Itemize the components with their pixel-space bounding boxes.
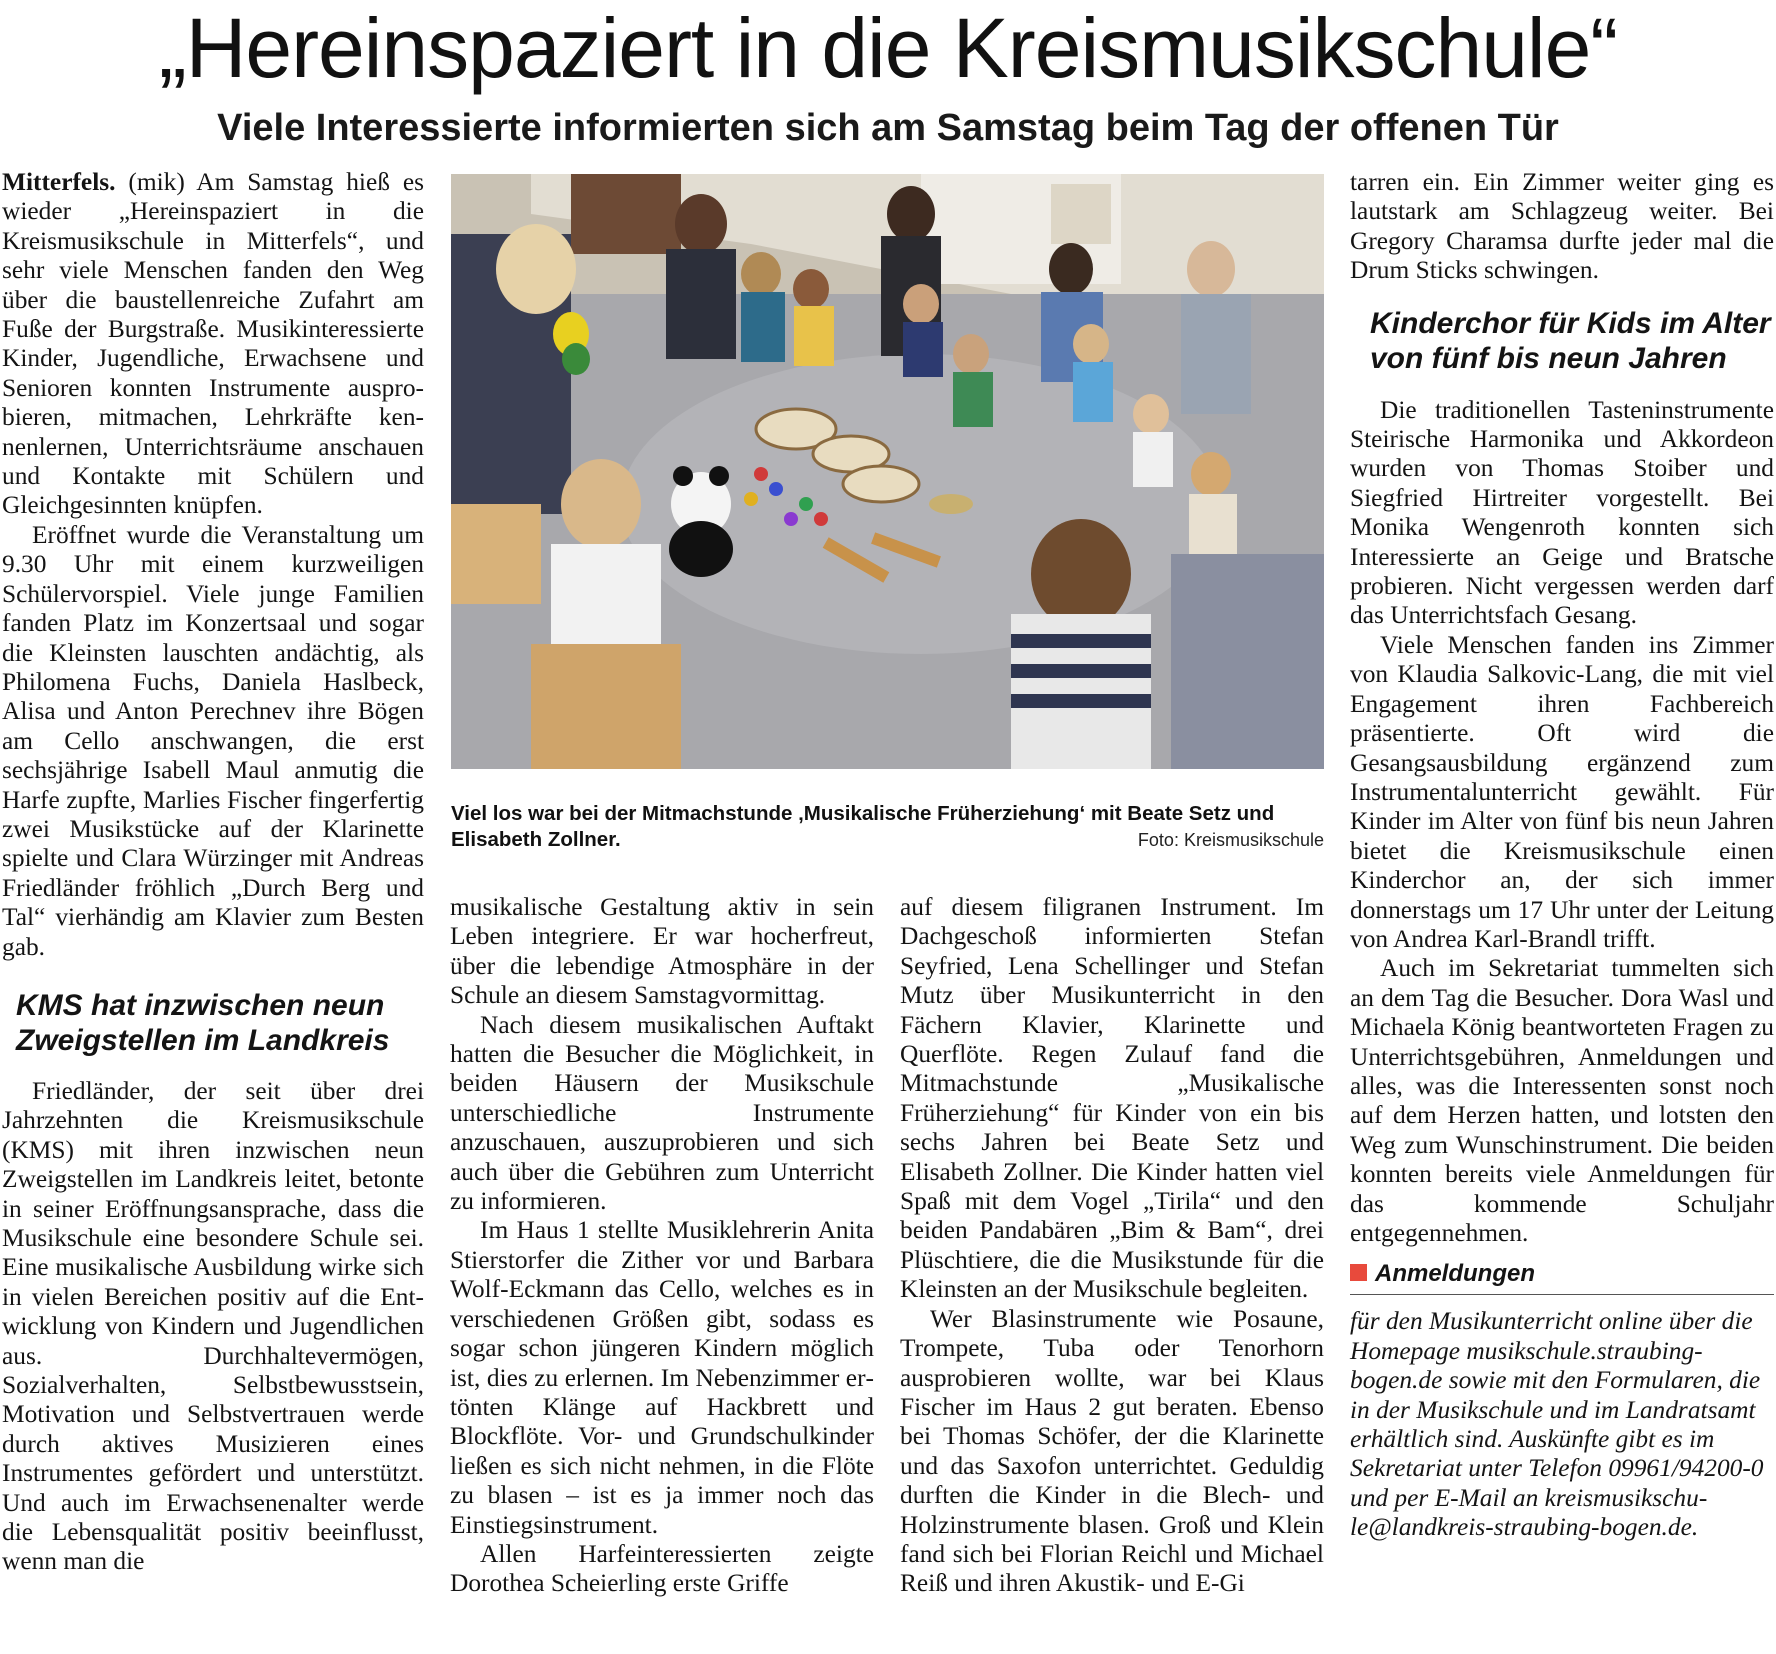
red-square-icon <box>1350 1264 1367 1281</box>
col2-paragraph-1: musikalische Gestaltung aktiv in sein Leben integriere. Er war hocherfreut, über die lebendige Atmosphäre in der Schule an diesem Samstagvormittag. <box>450 893 874 1010</box>
col4-subheading: Kinderchor für Kids im Alter von fünf bis neun Jahren <box>1370 306 1771 375</box>
column-1 <box>2 168 424 1577</box>
headline: „Hereinspaziert in die Kreismusikschule“ <box>158 1 1618 95</box>
infobox-text: für den Musikunterricht online über die Homepage musikschule.straubing-bogen.de sowie mit den Formularen, die in der Musikschule und im Landratsamt erhältlich sind. Auskünfte gibt es im Sekretariat unter Telefon 09961/94200-0 und per E-Mail an kreismusikschule@landkreis-straubing-bogen.de. <box>1350 1307 1764 1542</box>
col3-paragraph-2: Wer Blasinstrumente wie Posaune, Trompete, Tuba oder Tenorhorn ausprobieren wollte, war bei Klaus Fischer im Haus 2 gut beraten. Ebenso bei Thomas Schöfer, der die Klarinette und das Saxofon unterrichtet. Geduldig durften die Kinder in die Blech- und Holzinstrumente blasen. Groß und Klein fand sich bei Florian Reichl und Michael Reiß und ihren Akustik- und E-Gi <box>900 1304 1324 1598</box>
column-4 <box>1350 168 1774 1543</box>
col1-subheading: KMS hat inzwischen neun Zweigstellen im Landkreis <box>16 988 390 1057</box>
col4-paragraph-3: Viele Menschen fanden ins Zimmer von Klaudia Salkovic-Lang, die mit viel Engagement ihren Fachbereich präsentierte. Oft wird die Gesangsausbildung ergänzend zum Instrumentalunterricht gewählt. Für Kinder im Alter von fünf bis neun Jahren bietet die Kreismusikschule einen Kinderchor an, der sich immer donnerstags um 17 Uhr unter der Leitung von Andrea Karl-Brandl trifft. <box>1350 630 1774 953</box>
col4-paragraph-2: Die traditionellen Tasteninstrumente Steirische Harmonika und Akkordeon wurden von Thomas Stoiber und Siegfried Hirtreiter vorgestellt. Bei Monika Wengenroth konnten sich Interessierte an Geige und Bratsche probieren. Nicht vergessen werden darf das Unterrichtsfach Gesang. <box>1350 395 1774 630</box>
col3-paragraph-1: auf diesem filigranen Instrument. Im Dachgeschoß informierten Stefan Seyfried, Lena Schellinger und Stefan Mutz über Musikunterricht in den Fächern Klavier, Klarinette und Querflöte. Regen Zulauf fand die Mitmachstunde „Musikalische Früherziehung“ für Kinder von ein bis sechs Jahren bei Beate Setz und Elisabeth Zollner. Die Kinder hatten viel Spaß mit dem Vogel „Tirila“ und den beiden Pandabären „Bim & Bam“, drei Plüschtiere, die die Musikstunde für die Kleinsten an der Musikschule begleiten. <box>900 893 1324 1304</box>
infobox-heading-row <box>1350 1248 1774 1295</box>
photo-credit: Foto: Kreismusikschule <box>1137 830 1324 850</box>
col4-paragraph-4: Auch im Sekretariat tummelten sich an dem Tag die Besucher. Dora Wasl und Michaela König beantworteten Fragen zu Unterrichtsgebühren, Anmeldungen und alles, was die Interessenten sonst noch auf dem Herzen hatten, und lotsten den Weg zum Wunschinstrument. Die beiden konnten bereits viele Anmeldungen für das kommende Schuljahr entgegennehmen. <box>1350 954 1774 1247</box>
col2-paragraph-2: Nach diesem musikalischen Auftakt hatten die Besucher die Möglichkeit, in beiden Häusern der Musikschule unterschiedliche Instrumente anzuschauen, auszuprobieren und sich auch über die Gebühren zum Unterricht zu informieren. <box>450 1010 874 1216</box>
col1-p1-text: (mik) Am Samstag hieß es wieder „Hereinspaziert in die Kreismusikschule in Mitterfels“, und sehr viele Menschen fanden den Weg über die baustellenreiche Zufahrt am Fuße der Burgstraße. Musikinteressierte Kinder, Jugendliche, Erwachsene und Senioren konnten Instrumente ausprobieren, mitmachen, Lehrkräfte kennenlernen, Unterrichtsräume anschauen und Kontakte mit Schülern und Gleichgesinnten knüpfen. <box>2 168 424 520</box>
col4-paragraph-1: tarren ein. Ein Zimmer weiter ging es lautstark am Schlagzeug weiter. Bei Gregory Charamsa durfte jeder mal die Drum Sticks schwingen. <box>1350 168 1774 285</box>
infobox-heading: Anmeldungen <box>1375 1260 1535 1288</box>
col2-paragraph-4: Allen Harfeinteressierten zeigte Dorothea Scheierling erste Griffe <box>450 1539 874 1598</box>
col1-paragraph-2: Eröffnet wurde die Veranstaltung um 9.30 Uhr mit einem kurzweiligen Schülervorspiel. Viele junge Familien fanden Platz im Konzertsaal und sogar die Kleinsten lauschten andächtig, als Philomena Fuchs, Daniela Haslbeck, Alisa und Anton Perechnev ihre Bögen am Cello anschwangen, die erst sechsjährige Isabell Maul anmutig die Harfe zupfte, Marlies Fischer fingerfertig zwei Musikstücke auf der Klarinette spielte und Clara Würzinger mit Andreas Friedländer fröhlich „Durch Berg und Tal“ vierhändig am Klavier zum Besten gab. <box>2 520 424 961</box>
photo-caption-block <box>451 801 1324 853</box>
column-2 <box>450 893 874 1599</box>
column-3 <box>900 893 1324 1599</box>
photo-illustration <box>451 174 1324 769</box>
col1-paragraph-1 <box>2 168 424 521</box>
col2-paragraph-3: Im Haus 1 stellte Musiklehrerin Anita Stierstorfer die Zither vor und Barbara Wolf-Eckmann das Cello, welches es in verschiedenen Größen gibt, sodass es sogar schon jüngeren Kindern möglich ist, dies zu erlernen. Im Nebenzimmer ertönten Klänge auf Hackbrett und Blockflöte. Vor- und Grundschulkinder ließen es sich nicht nehmen, in die Flöte zu blasen – ist es ja immer noch das Einstiegsinstrument. <box>450 1216 874 1539</box>
dateline: Mitterfels. <box>2 168 116 196</box>
article-photo <box>451 174 1324 769</box>
subheadline: Viele Interessierte informierten sich am Samstag beim Tag der offenen Tür <box>217 107 1559 149</box>
photo-caption: Viel los war bei der Mitmachstunde ‚Musikalische Früherziehung‘ mit Beate Setz und Elisabeth Zollner. <box>451 802 1275 851</box>
col1-paragraph-3: Friedländer, der seit über drei Jahrzehnten die Kreismusikschule (KMS) mit ihren inzwischen neun Zweigstellen im Landkreis leitet, betonte in seiner Eröffnungsansprache, dass die Musikschule eine besondere Schule sei. Eine musikalische Ausbildung wirke sich in vielen Bereichen positiv auf die Entwicklung von Kindern und Jugendlichen aus. Durchhaltevermögen, Sozialverhalten, Selbstbewusstsein, Motivation und Selbstvertrauen werde durch aktives Musizieren eines Instrumentes gefördert und unterstützt. Und auch im Erwachsenenalter werde die Lebensqualität positiv beeinflusst, wenn man die <box>2 1076 424 1576</box>
infobox <box>1350 1307 1774 1542</box>
